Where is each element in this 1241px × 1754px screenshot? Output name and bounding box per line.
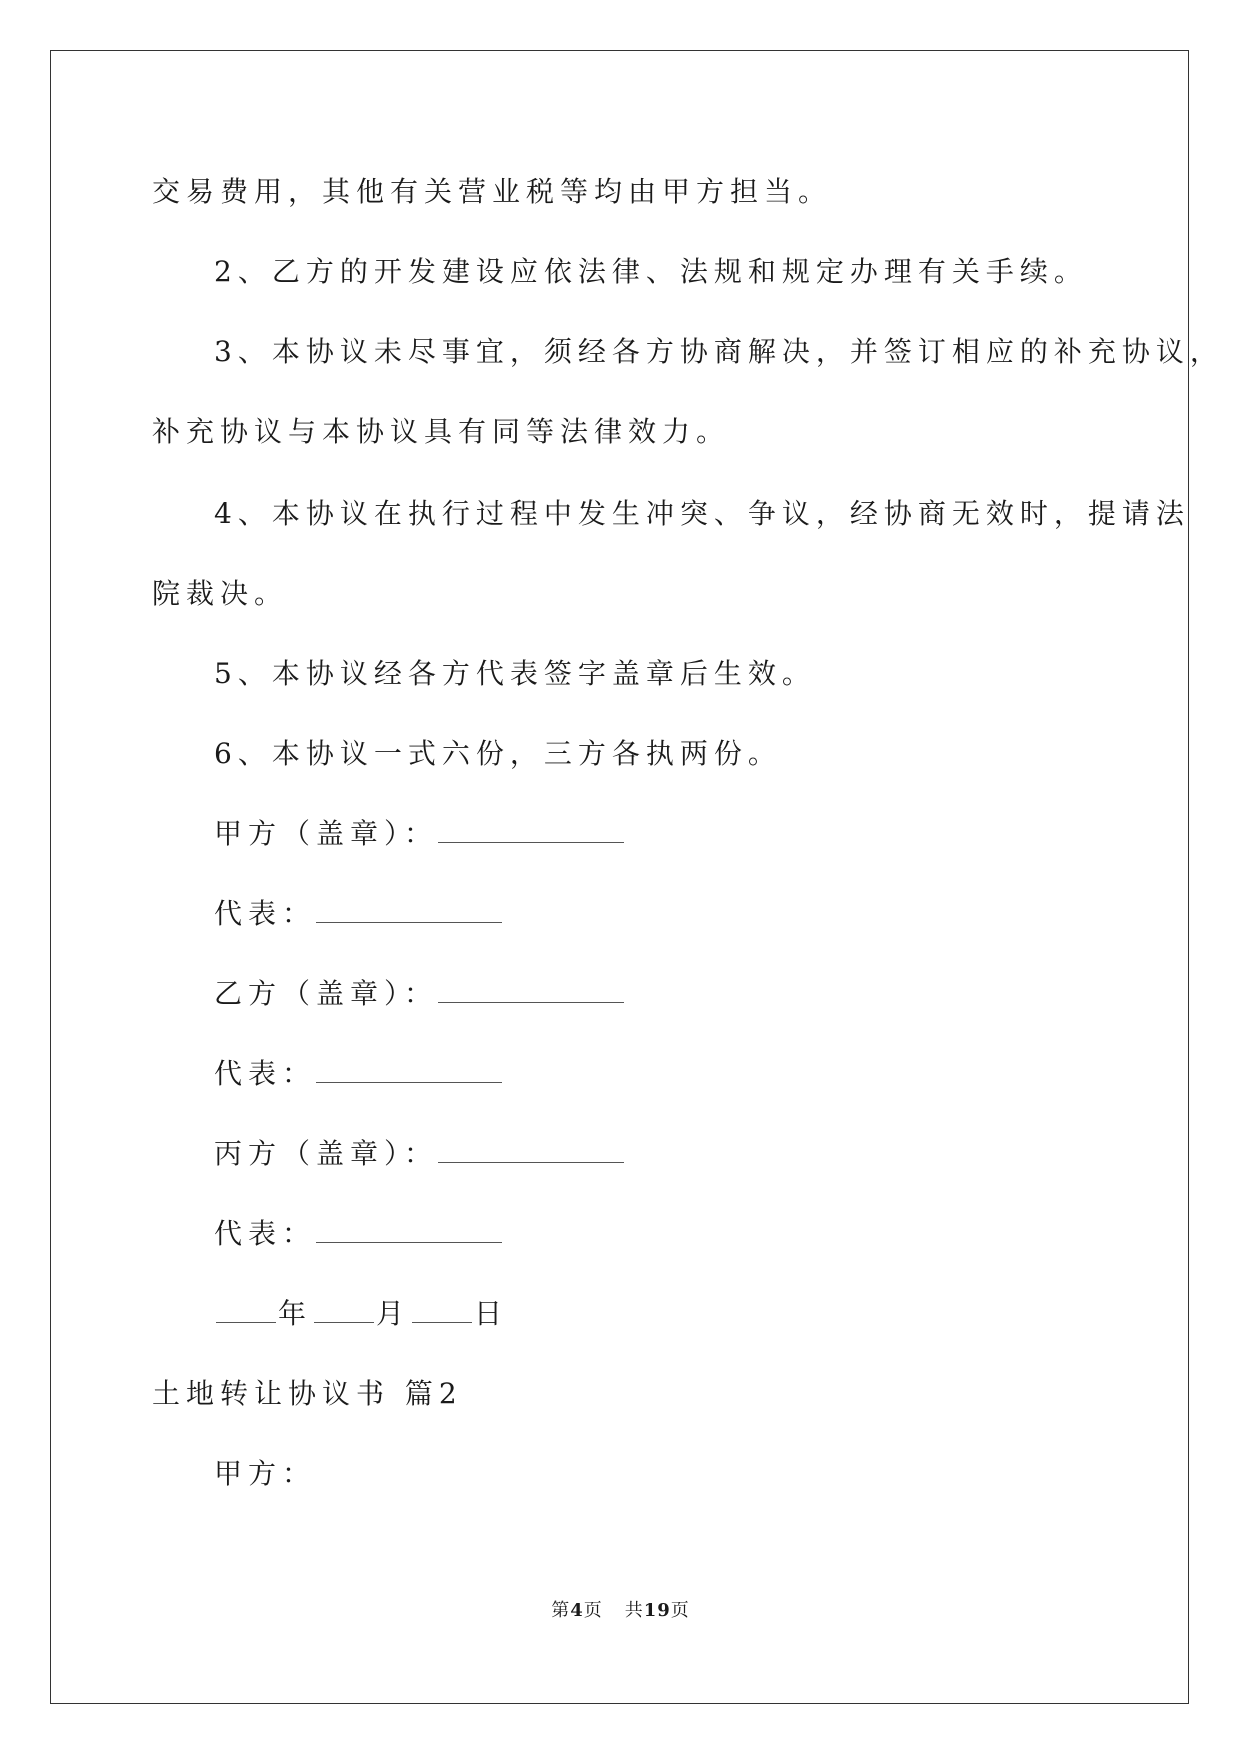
- total-pages: 19: [643, 1600, 671, 1621]
- paragraph-4-line-1: 4、本协议在执行过程中发生冲突、争议，经协商无效时，提请法: [214, 497, 1190, 530]
- day-blank: [412, 1298, 472, 1323]
- paragraph-6: 6、本协议一式六份，三方各执两份。: [214, 737, 782, 770]
- signature-rep-c: [214, 1218, 502, 1250]
- paragraph-5: 5、本协议经各方代表签字盖章后生效。: [214, 657, 816, 690]
- signature-rep-a-blank: [316, 898, 502, 923]
- signature-party-c-blank: [438, 1138, 624, 1163]
- section-party-a-label: 甲方：: [214, 1457, 317, 1490]
- page-number: 4: [570, 1600, 584, 1621]
- signature-party-a-blank: [438, 818, 624, 843]
- signature-rep-b: [214, 1058, 502, 1090]
- paragraph-4-line-2: 院裁决。: [152, 577, 289, 610]
- total-suffix: 页: [670, 1600, 690, 1621]
- signature-party-b-label: 乙方（盖章）：: [214, 977, 439, 1010]
- year-blank: [216, 1298, 276, 1323]
- month-label: 月: [376, 1297, 411, 1330]
- signature-rep-b-label: 代表：: [214, 1057, 317, 1090]
- signature-rep-b-blank: [316, 1058, 502, 1083]
- year-label: 年: [278, 1297, 313, 1330]
- paragraph-3-line-2: 补充协议与本协议具有同等法律效力。: [152, 415, 731, 448]
- section-title: 土地转让协议书 篇2: [152, 1377, 463, 1410]
- page-prefix: 第: [551, 1600, 571, 1621]
- signature-rep-a: [214, 898, 502, 930]
- signature-party-a: [214, 818, 624, 850]
- signature-party-c-label: 丙方（盖章）：: [214, 1137, 439, 1170]
- paragraph-3-line-1: 3、本协议未尽事宜，须经各方协商解决，并签订相应的补充协议，: [214, 335, 1224, 368]
- signature-party-b: [214, 978, 624, 1010]
- signature-rep-a-label: 代表：: [214, 897, 317, 930]
- page-frame: [50, 50, 1189, 1704]
- paragraph-1: 交易费用，其他有关营业税等均由甲方担当。: [152, 175, 833, 208]
- page-suffix: 页: [583, 1600, 603, 1621]
- day-label: 日: [474, 1297, 509, 1330]
- signature-party-b-blank: [438, 978, 624, 1003]
- month-blank: [314, 1298, 374, 1323]
- signature-rep-c-blank: [316, 1218, 502, 1243]
- paragraph-2: 2、乙方的开发建设应依法律、法规和规定办理有关手续。: [214, 255, 1088, 288]
- date-line: [214, 1298, 508, 1330]
- signature-party-c: [214, 1138, 624, 1170]
- signature-party-a-label: 甲方（盖章）：: [214, 817, 439, 850]
- total-prefix: 共: [624, 1600, 644, 1621]
- page-footer: [0, 1596, 1241, 1622]
- signature-rep-c-label: 代表：: [214, 1217, 317, 1250]
